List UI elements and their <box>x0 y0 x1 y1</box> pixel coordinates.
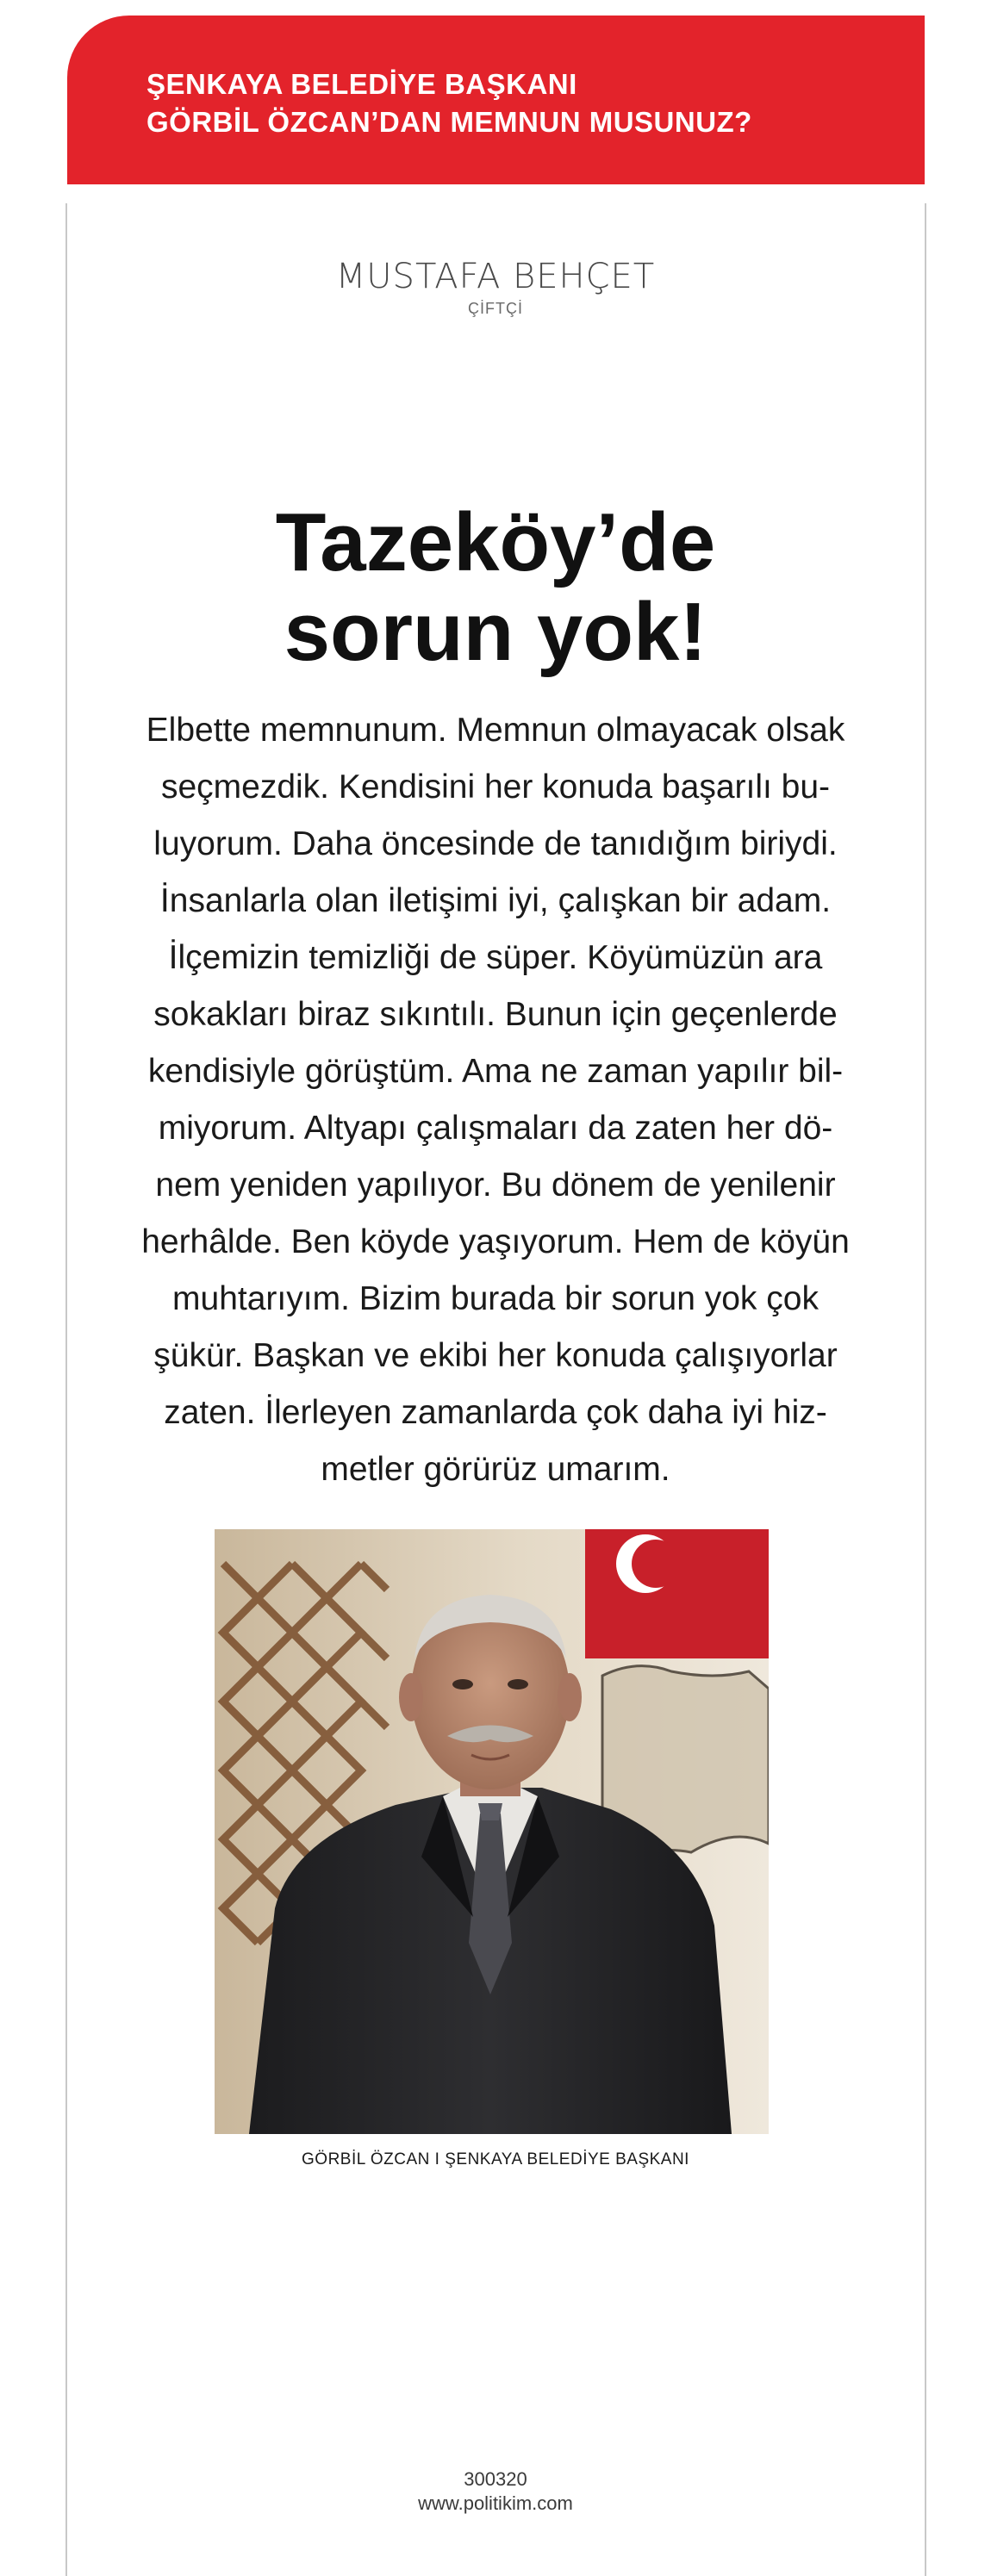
portrait-photo <box>215 1529 769 2134</box>
banner-title-line-2: GÖRBİL ÖZCAN’DAN MEMNUN MUSUNUZ? <box>146 106 752 138</box>
author-block <box>0 257 991 318</box>
footer-code: 300320 <box>464 2468 527 2490</box>
author-name: MUSTAFA BEHÇET <box>335 257 656 296</box>
article-body <box>129 702 862 1498</box>
body-line: İlçemizin temizliği de süper. Köyümüzün ara <box>168 939 823 976</box>
body-line: şükür. Başkan ve ekibi her konuda çalışıyorlar <box>153 1337 838 1374</box>
header-banner <box>67 16 925 184</box>
body-line: muhtarıyım. Bizim burada bir sorun yok çok <box>172 1280 819 1317</box>
body-line: kendisiyle görüştüm. Ama ne zaman yapılır bil- <box>147 1053 844 1090</box>
banner-title-line-1: ŞENKAYA BELEDİYE BAŞKANI <box>146 68 577 100</box>
article-headline <box>0 498 991 677</box>
footer-website-link[interactable]: www.politikim.com <box>418 2492 573 2514</box>
body-line: zaten. İlerleyen zamanlarda çok daha iyi hiz- <box>164 1394 827 1431</box>
body-line: miyorum. Altyapı çalışmaları da zaten her dö- <box>158 1110 833 1147</box>
body-line: İnsanlarla olan iletişimi iyi, çalışkan bir adam. <box>159 882 832 919</box>
body-line: Elbette memnunum. Memnun olmayacak olsak <box>146 712 845 749</box>
body-line: nem yeniden yapılıyor. Bu dönem de yenilenir <box>155 1167 836 1204</box>
author-role: ÇİFTÇİ <box>468 300 523 317</box>
body-line: luyorum. Daha öncesinde de tanıdığım biriydi. <box>153 825 838 862</box>
body-line: sokakları biraz sıkıntılı. Bunun için geçenlerde <box>153 996 838 1033</box>
body-line: seçmezdik. Kendisini her konuda başarılı bu- <box>160 768 831 806</box>
body-line: herhâlde. Ben köyde yaşıyorum. Hem de köyün <box>141 1223 850 1260</box>
page-footer <box>0 2467 991 2516</box>
headline-line-2: sorun yok! <box>284 586 707 678</box>
photo-caption: GÖRBİL ÖZCAN I ŞENKAYA BELEDİYE BAŞKANI <box>302 2150 689 2168</box>
headline-line-1: Tazeköy’de <box>275 496 716 588</box>
body-line: metler görürüz umarım. <box>321 1451 670 1488</box>
